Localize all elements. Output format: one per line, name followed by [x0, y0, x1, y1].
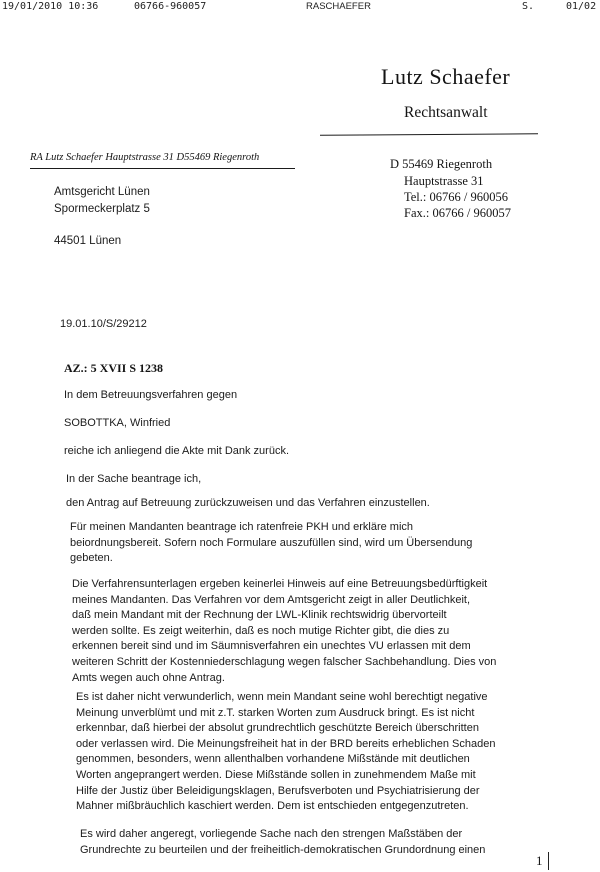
page-number-divider — [548, 852, 549, 870]
return-note: reiche ich anliegend die Akte mit Dank zurück. — [64, 445, 290, 457]
letterhead-title: Rechtsanwalt — [404, 104, 488, 121]
fax-number: 06766-960057 — [134, 1, 207, 12]
paragraph-conclusion — [80, 827, 580, 858]
paragraph-line: erkennen bereit sind und im Säumnisverfahren ein unechtes VU erlassen mit dem — [72, 640, 471, 653]
paragraph-line: Worten angeprangert werden. Diese Mißstände sollen in zunehmendem Maße mit — [76, 768, 476, 781]
page-number: 1 — [536, 853, 543, 868]
paragraph-procedure — [72, 577, 572, 686]
sender-street: Hauptstrasse 31 — [404, 174, 484, 188]
paragraph-line: beiordnungsbereit. Sofern noch Formulare auszufüllen sind, wird um Übersendung — [70, 536, 473, 549]
party-name: SOBOTTKA, Winfried — [64, 417, 171, 429]
paragraph-line: Es wird daher angeregt, vorliegende Sache nach den strengen Maßstäben der — [80, 828, 463, 840]
paragraph-line: gebeten. — [70, 552, 113, 565]
paragraph-line: Grundrechte zu beurteilen und der freiheitlich-demokratischen Grundordnung einen — [80, 843, 486, 856]
paragraph-line: oder verlassen wird. Die Meinungsfreiheit hat in der BRD bereits erheblichen Schaden — [76, 737, 496, 750]
paragraph-line: Mahner mißbräuchlich kaschiert werden. Dem ist entschieden entgegenzutreten. — [76, 800, 469, 813]
sender-city: D 55469 Riegenroth — [390, 157, 493, 171]
fax-page-count: 01/02 — [566, 1, 597, 12]
paragraph-line: Für meinen Mandanten beantrage ich ratenfreie PKH und erkläre mich — [70, 521, 414, 533]
paragraph-line: werden sollte. Es zeigt weiterhin, daß es noch mutige Richter gibt, die dies zu — [72, 624, 450, 637]
paragraph-line: Die Verfahrensunterlagen ergeben keinerlei Hinweis auf eine Betreuungsbedürftigkeit — [72, 578, 488, 590]
paragraph-line: weiteren Schritt der Kostenniederschlagung wegen falscher Sachbehandlung. Dies von — [72, 655, 497, 668]
intro-line: In dem Betreuungsverfahren gegen — [64, 389, 238, 401]
sender-fax: Fax.: 06766 / 960057 — [404, 206, 511, 220]
paragraph-line: Amts wegen auch ohne Antrag. — [72, 671, 225, 684]
recipient-line-2: Spormeckerplatz 5 — [54, 203, 150, 215]
paragraph-line: meines Mandanten. Das Verfahren vor dem Amtsgericht zeigt in aller Deutlichkeit, — [72, 593, 471, 606]
paragraph-line: Es ist daher nicht verwunderlich, wenn mein Mandant seine wohl berechtigt negative — [76, 691, 488, 703]
sender-phone: Tel.: 06766 / 960056 — [404, 190, 508, 204]
paragraph-line: daß mein Mandant mit der Rechnung der LWL-Klinik rechtswidrig übervorteilt — [72, 609, 447, 622]
paragraph-opinion — [76, 690, 576, 815]
paragraph-pkh — [70, 520, 570, 567]
letterhead-rule — [320, 133, 538, 136]
motion-intro: In der Sache beantrage ich, — [66, 473, 202, 485]
paragraph-line: Hilfe der Justiz über Beleidigungsklagen, Berufsverboten und Psychiatrisierung der — [76, 784, 480, 797]
case-number: AZ.: 5 XVII S 1238 — [64, 361, 164, 375]
reference-date: 19.01.10/S/29212 — [60, 318, 147, 330]
motion-text: den Antrag auf Betreuung zurückzuweisen und das Verfahren einzustellen. — [66, 497, 430, 509]
paragraph-line: erkennbar, daß hierbei der absolut grundrechtlich geschützte Bereich überschritten — [76, 722, 479, 735]
fax-sender-id: RASCHAEFER — [306, 1, 371, 12]
sender-line-rule — [30, 168, 295, 169]
fax-datetime: 19/01/2010 10:36 — [2, 1, 99, 12]
paragraph-line: genommen, besonders, wenn allenthalben vorhandene Mißstände mit deutlichen — [76, 753, 470, 766]
paragraph-line: Meinung unverblümt und mit z.T. starken Worten zum Ausdruck bringt. Es ist nicht — [76, 706, 475, 719]
letterhead-name: Lutz Schaefer — [381, 64, 511, 89]
fax-page-label: S. — [522, 1, 535, 12]
recipient-line-3: 44501 Lünen — [54, 235, 122, 247]
recipient-line-1: Amtsgericht Lünen — [54, 186, 150, 198]
sender-return-line: RA Lutz Schaefer Hauptstrasse 31 D55469 Riegenroth — [30, 152, 260, 163]
